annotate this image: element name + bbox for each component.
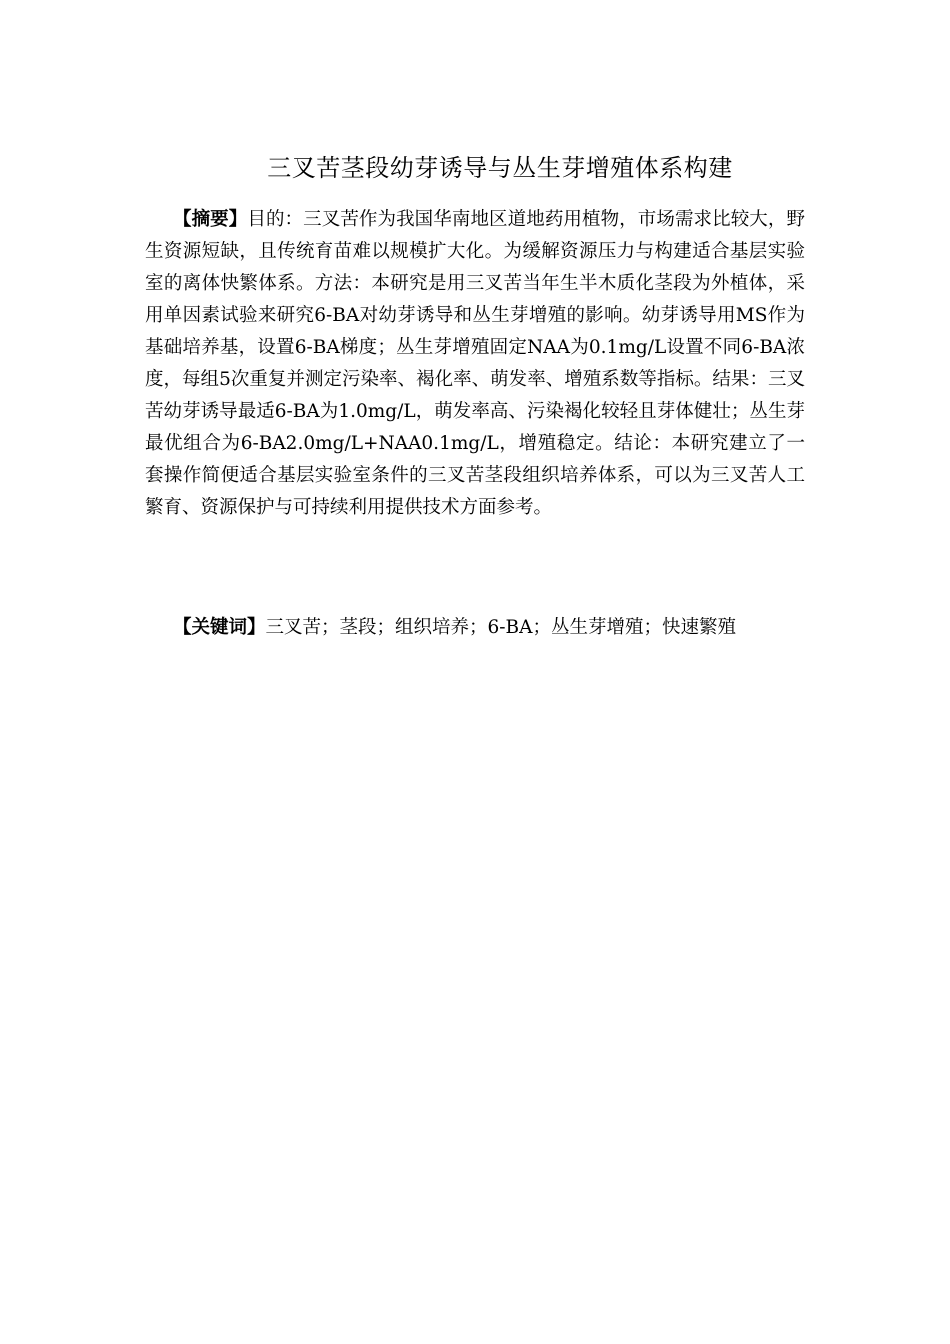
- keywords-label: 【关键词】: [173, 617, 266, 638]
- abstract-text: 目的：三叉苦作为我国华南地区道地药用植物，市场需求比较大，野生资源短缺，且传统育苗难以规模扩大化。为缓解资源压力与构建适合基层实验室的离体快繁体系。方法：本研究是用三叉苦当年生半木质化茎段为外植体，采用单因素试验来研究6-BA对幼芽诱导和丛生芽增殖的影响。幼芽诱导用MS作为基础培养基，设置6-BA梯度；丛生芽增殖固定NAA为0.1mg/L设置不同6-BA浓度，每组5次重复并测定污染率、褐化率、萌发率、增殖系数等指标。结果：三叉苦幼芽诱导最适6-BA为1.0mg/L，萌发率高、污染褐化较轻且芽体健壮；丛生芽最优组合为6-BA2.0mg/L+NAA0.1mg/L，增殖稳定。结论：本研究建立了一套操作简便适合基层实验室条件的三叉苦茎段组织培养体系，可以为三叉苦人工繁育、资源保护与可持续利用提供技术方面参考。: [145, 209, 805, 518]
- keywords-paragraph: [173, 612, 813, 644]
- paper-title: 三叉苦茎段幼芽诱导与丛生芽增殖体系构建: [267, 154, 733, 182]
- abstract-label: 【摘要】: [173, 209, 248, 230]
- abstract-paragraph: [145, 204, 805, 524]
- keywords-text: 三叉苦；茎段；组织培养；6-BA；丛生芽增殖；快速繁殖: [265, 617, 736, 638]
